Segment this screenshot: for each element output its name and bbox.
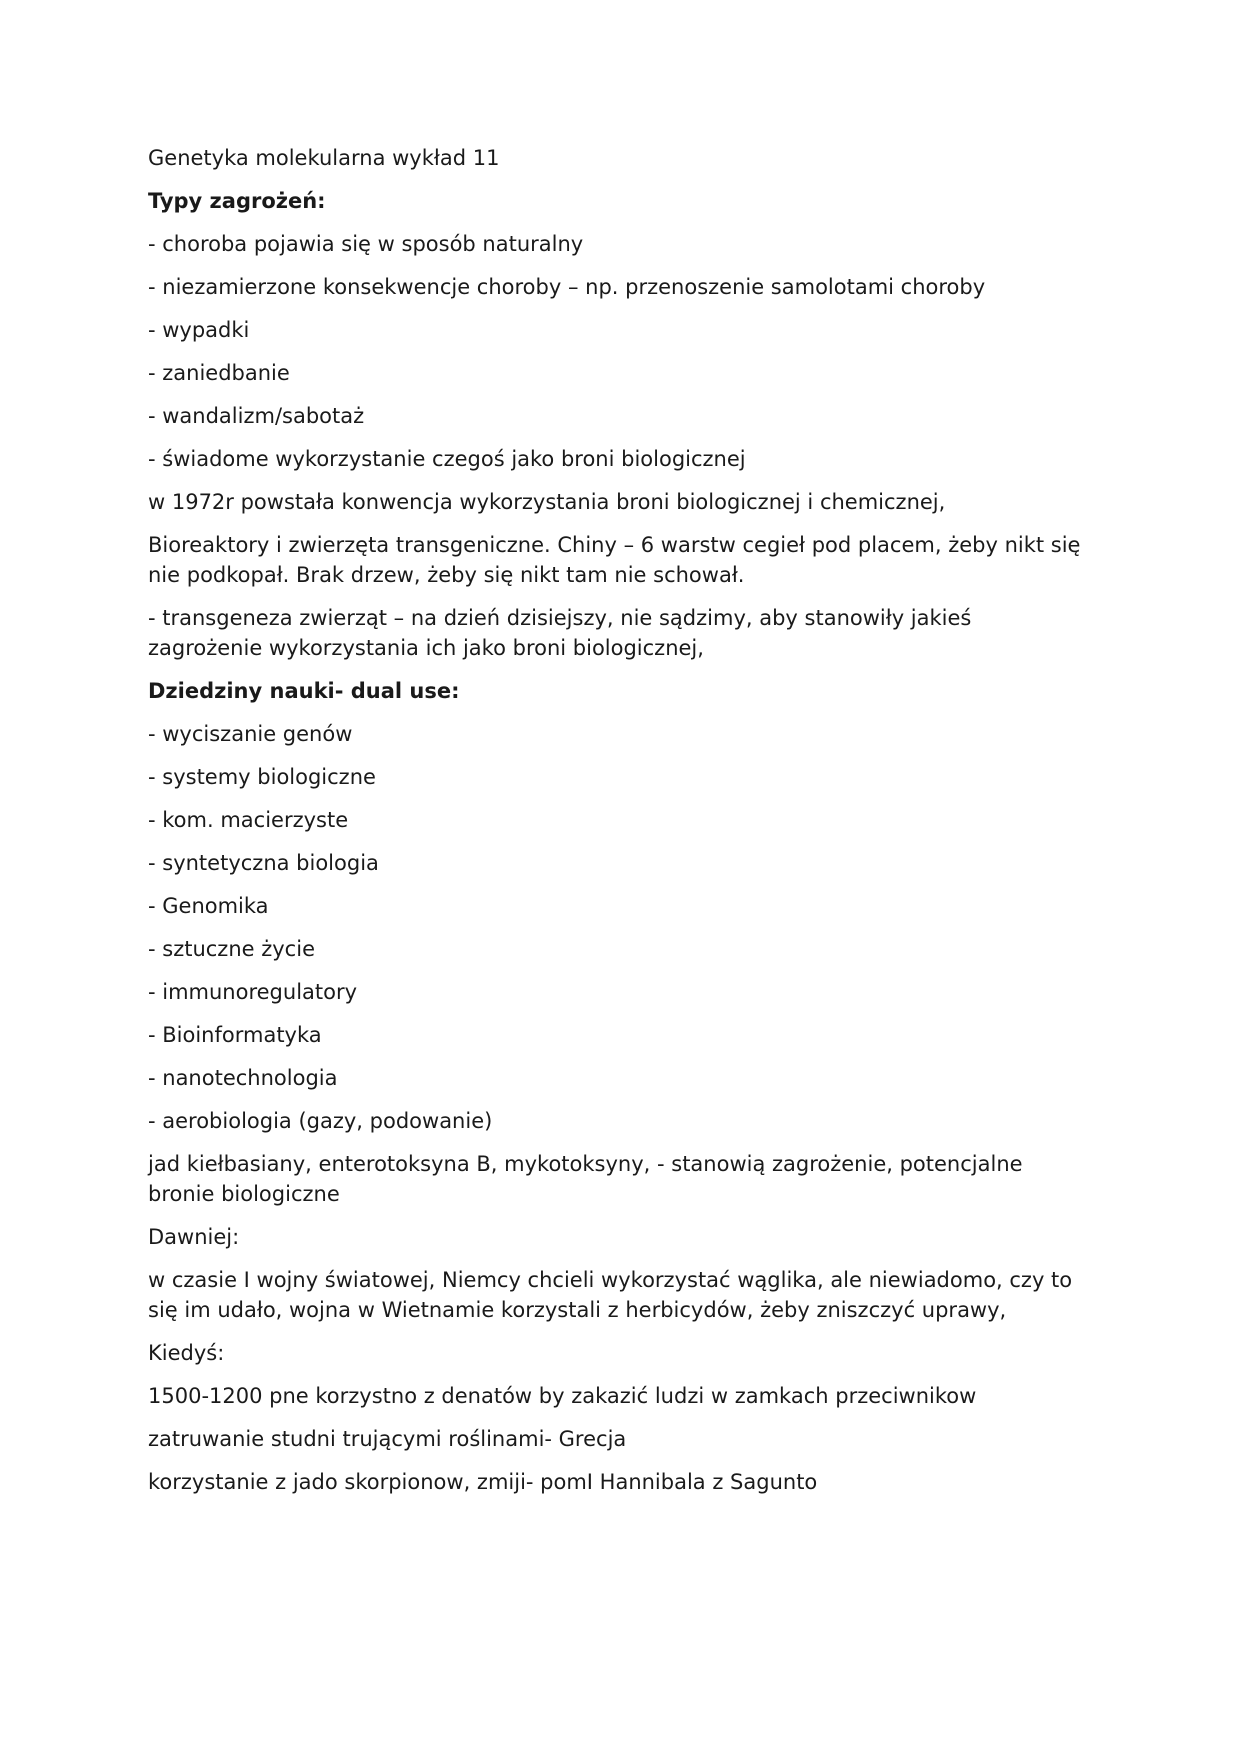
convention-paragraph: w 1972r powstała konwencja wykorzystania broni biologicznej i chemicznej,	[148, 490, 946, 514]
threat-item: - zaniedbanie	[148, 361, 290, 385]
field-item: - syntetyczna biologia	[148, 851, 379, 875]
field-item: - sztuczne życie	[148, 937, 315, 961]
field-item: - Bioinformatyka	[148, 1023, 322, 1047]
threat-item: - wypadki	[148, 318, 250, 342]
document-page	[148, 143, 1088, 1510]
dual-use-heading: Dziedziny nauki- dual use:	[148, 679, 460, 703]
field-item: - Genomika	[148, 894, 269, 918]
threat-item: - świadome wykorzystanie czegoś jako broni biologicznej	[148, 447, 746, 471]
field-item: - kom. macierzyste	[148, 808, 349, 832]
toxins-paragraph: jad kiełbasiany, enterotoksyna B, mykotoksyny, - stanowią zagrożenie, potencjalne bronie biologiczne	[148, 1152, 1023, 1206]
history-item: korzystanie z jado skorpionow, zmiji- pomI Hannibala z Sagunto	[148, 1470, 818, 1494]
document-title: Genetyka molekularna wykład 11	[148, 146, 500, 170]
field-item: - wyciszanie genów	[148, 722, 353, 746]
transgenesis-paragraph: - transgeneza zwierząt – na dzień dzisiejszy, nie sądzimy, aby stanowiły jakieś zagrożenie wykorzystania ich jako broni biologicznej,	[148, 606, 972, 660]
history-item: 1500-1200 pne korzystno z denatów by zakazić ludzi w zamkach przeciwnikow	[148, 1384, 977, 1408]
threat-item: - niezamierzone konsekwencje choroby – np. przenoszenie samolotami choroby	[148, 275, 986, 299]
formerly-paragraph: w czasie I wojny światowej, Niemcy chcieli wykorzystać wąglika, ale niewiadomo, czy to się im udało, wojna w Wietnamie korzystali z herbicydów, żeby zniszczyć uprawy,	[148, 1268, 1073, 1322]
formerly-label: Dawniej:	[148, 1225, 240, 1249]
once-label: Kiedyś:	[148, 1341, 225, 1365]
field-item: - systemy biologiczne	[148, 765, 376, 789]
field-item: - aerobiologia (gazy, podowanie)	[148, 1109, 493, 1133]
threats-heading: Typy zagrożeń:	[148, 189, 326, 213]
field-item: - nanotechnologia	[148, 1066, 338, 1090]
bioreactors-paragraph: Bioreaktory i zwierzęta transgeniczne. Chiny – 6 warstw cegieł pod placem, żeby nikt się nie podkopał. Brak drzew, żeby się nikt tam nie schował.	[148, 533, 1081, 587]
field-item: - immunoregulatory	[148, 980, 358, 1004]
history-item: zatruwanie studni trującymi roślinami- Grecja	[148, 1427, 627, 1451]
threat-item: - choroba pojawia się w sposób naturalny	[148, 232, 584, 256]
threat-item: - wandalizm/sabotaż	[148, 404, 365, 428]
